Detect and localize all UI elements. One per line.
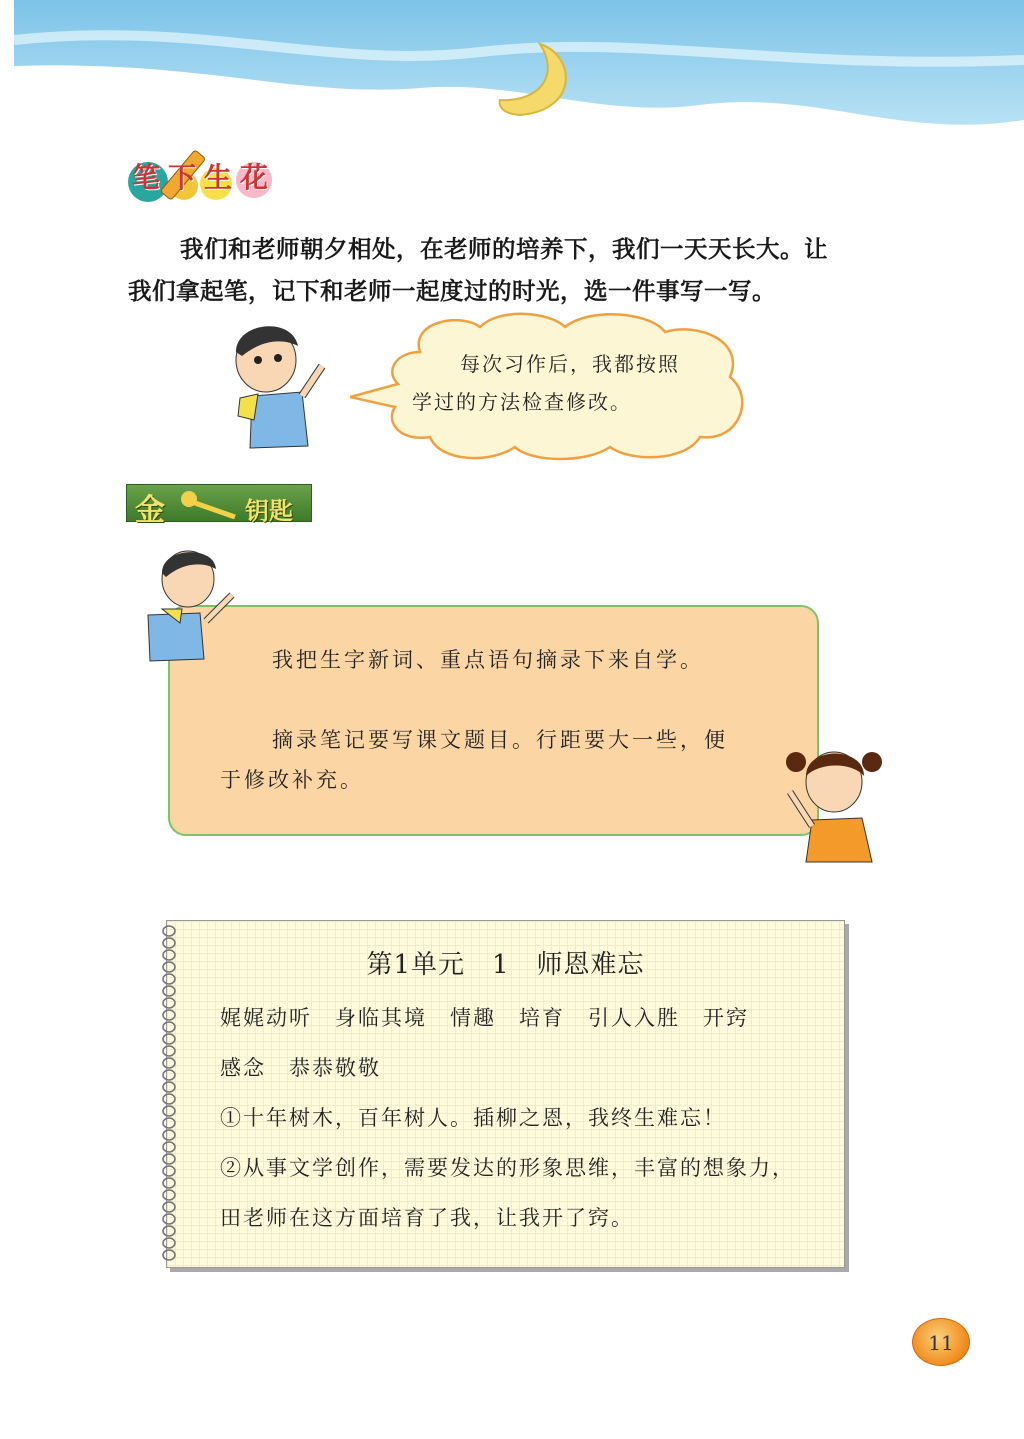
girl-illustration bbox=[772, 742, 900, 866]
notebook-line: 田老师在这方面培育了我，让我开了窍。 bbox=[220, 1206, 634, 1230]
tip-text bbox=[220, 640, 790, 800]
spiral-ring bbox=[163, 998, 175, 1008]
spiral-ring bbox=[163, 1070, 175, 1080]
key-heading-char: 钥匙 bbox=[245, 497, 293, 525]
page-number: 11 bbox=[912, 1318, 970, 1366]
spiral-ring bbox=[163, 1022, 175, 1032]
tip-line: 摘录笔记要写课文题目。行距要大一些，便 bbox=[272, 728, 728, 752]
bubble-text bbox=[412, 345, 722, 421]
spiral-ring bbox=[163, 1166, 175, 1176]
spiral-ring bbox=[163, 1178, 175, 1188]
sky-banner bbox=[0, 0, 1024, 140]
tip-line: 我把生字新词、重点语句摘录下来自学。 bbox=[272, 648, 704, 672]
prompt-line: 我们和老师朝夕相处，在老师的培养下，我们一天天长大。让 bbox=[180, 235, 828, 263]
writing-prompt bbox=[128, 228, 888, 312]
spiral-ring bbox=[163, 1106, 175, 1116]
spiral-ring bbox=[163, 1094, 175, 1104]
heading-writing: 笔下生花 bbox=[132, 161, 277, 194]
spiral-ring bbox=[163, 1034, 175, 1044]
spiral-ring bbox=[163, 1190, 175, 1200]
notebook-line: 娓娓动听 身临其境 情趣 培育 引人入胜 开窍 bbox=[220, 1006, 749, 1030]
spiral-ring bbox=[163, 1202, 175, 1212]
spiral-ring bbox=[163, 986, 175, 996]
notebook-line: ②从事文学创作，需要发达的形象思维，丰富的想象力， bbox=[220, 1156, 795, 1180]
spiral-ring bbox=[163, 1058, 175, 1068]
notebook-title: 第1单元 1 师恩难忘 bbox=[366, 950, 645, 980]
spiral-ring bbox=[163, 1250, 175, 1260]
boy-illustration bbox=[222, 316, 340, 458]
spiral-ring bbox=[163, 1010, 175, 1020]
bubble-line: 学过的方法检查修改。 bbox=[412, 390, 632, 414]
spiral-ring bbox=[163, 1238, 175, 1248]
key-heading-char: 金 bbox=[135, 493, 165, 528]
heading-golden-key bbox=[126, 484, 312, 528]
prompt-line: 我们拿起笔，记下和老师一起度过的时光，选一件事写一写。 bbox=[128, 277, 776, 305]
spiral-ring bbox=[163, 1214, 175, 1224]
spiral-ring bbox=[163, 1226, 175, 1236]
spiral-ring bbox=[163, 1082, 175, 1092]
spiral-ring bbox=[163, 1154, 175, 1164]
spiral-ring bbox=[163, 1046, 175, 1056]
spiral-ring bbox=[163, 1142, 175, 1152]
notebook-line: ①十年树木，百年树人。插柳之恩，我终生难忘！ bbox=[220, 1106, 726, 1130]
bubble-line: 每次习作后，我都按照 bbox=[460, 352, 680, 376]
key-icon bbox=[179, 489, 239, 519]
spiral-ring bbox=[163, 926, 175, 936]
notebook-line: 感念 恭恭敬敬 bbox=[220, 1056, 381, 1080]
spiral-ring bbox=[163, 1118, 175, 1128]
spiral-ring bbox=[163, 1130, 175, 1140]
tip-line: 于修改补充。 bbox=[220, 768, 364, 792]
